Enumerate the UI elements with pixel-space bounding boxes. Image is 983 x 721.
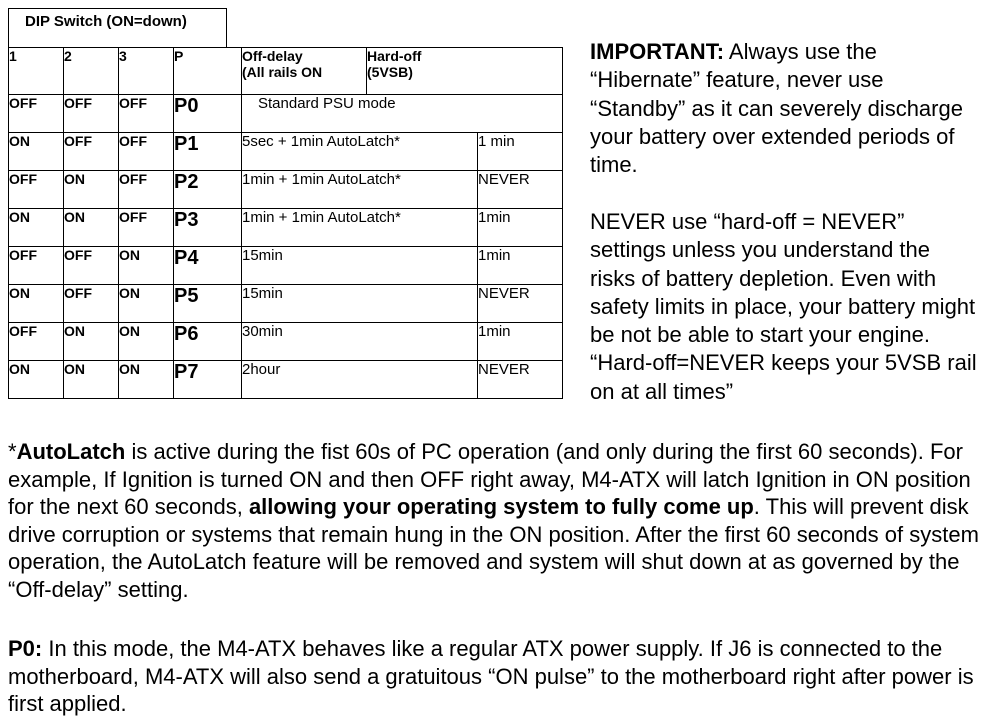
hard-off-cell: 1min: [478, 323, 563, 361]
autolatch-asterisk: *: [8, 439, 17, 464]
table-row: [9, 95, 563, 133]
autolatch-text-2: . This will prevent disk drive corruption or systems that remain hung in the ON position. After the first 60 seconds of system operation, the AutoLatch feature will be removed and system will shut down at as governed by the “Off-delay” setting.: [8, 494, 979, 602]
off-delay-cell: 15min: [242, 247, 478, 285]
switch-1-cell: OFF: [9, 247, 64, 285]
switch-3-cell: OFF: [119, 133, 174, 171]
switch-2-cell: OFF: [64, 95, 119, 133]
p-mode-cell: P7: [174, 361, 242, 399]
p-mode-cell: P3: [174, 209, 242, 247]
header-hard-off-line2: (5VSB): [367, 64, 413, 80]
hard-off-cell: NEVER: [478, 171, 563, 209]
off-delay-cell: 2hour: [242, 361, 478, 399]
switch-3-cell: ON: [119, 361, 174, 399]
header-hard-off: [367, 48, 563, 95]
autolatch-paragraph: [8, 438, 983, 603]
important-label: IMPORTANT:: [590, 39, 725, 64]
hard-off-cell: 1 min: [478, 133, 563, 171]
table-row: [9, 171, 563, 209]
hard-off-cell: NEVER: [478, 361, 563, 399]
never-warning: NEVER use “hard-off = NEVER” settings unless you understand the risks of battery depletion. Even with safety limits in place, your battery might be not be able to start your engine. “Hard-off=NEVER keeps your 5VSB rail on at all times”: [590, 209, 977, 404]
table-row: [9, 133, 563, 171]
p0-text: In this mode, the M4-ATX behaves like a regular ATX power supply. If J6 is connected to the motherboard, M4-ATX will also send a gratuitous “ON pulse” to the motherboard right after power is first applied.: [8, 636, 974, 716]
switch-1-cell: ON: [9, 209, 64, 247]
dip-switch-table: [8, 47, 563, 399]
p-mode-cell: P0: [174, 95, 242, 133]
off-delay-cell: 5sec + 1min AutoLatch*: [242, 133, 478, 171]
switch-1-cell: OFF: [9, 323, 64, 361]
table-caption: DIP Switch (ON=down): [8, 8, 227, 48]
switch-1-cell: ON: [9, 285, 64, 323]
p-mode-cell: P5: [174, 285, 242, 323]
switch-1-cell: ON: [9, 133, 64, 171]
switch-3-cell: OFF: [119, 209, 174, 247]
p-mode-cell: P2: [174, 171, 242, 209]
switch-2-cell: ON: [64, 361, 119, 399]
switch-3-cell: ON: [119, 285, 174, 323]
switch-1-cell: ON: [9, 361, 64, 399]
hard-off-cell: NEVER: [478, 285, 563, 323]
switch-3-cell: ON: [119, 323, 174, 361]
table-row: [9, 209, 563, 247]
switch-2-cell: ON: [64, 323, 119, 361]
header-switch-1: 1: [9, 48, 64, 95]
switch-2-cell: ON: [64, 171, 119, 209]
table-row: [9, 323, 563, 361]
header-switch-3: 3: [119, 48, 174, 95]
autolatch-term: AutoLatch: [16, 439, 126, 464]
header-p: P: [174, 48, 242, 95]
switch-3-cell: OFF: [119, 95, 174, 133]
off-delay-cell: Standard PSU mode: [242, 95, 563, 133]
header-switch-2: 2: [64, 48, 119, 95]
header-off-delay-line2: (All rails ON: [242, 64, 323, 80]
table-header-row: [9, 48, 563, 95]
header-hard-off-line1: Hard-off: [367, 48, 422, 64]
p0-paragraph: [8, 635, 983, 718]
hard-off-cell: 1min: [478, 247, 563, 285]
switch-1-cell: OFF: [9, 95, 64, 133]
table-row: [9, 285, 563, 323]
off-delay-cell: 1min + 1min AutoLatch*: [242, 171, 478, 209]
off-delay-cell: 15min: [242, 285, 478, 323]
hard-off-cell: 1min: [478, 209, 563, 247]
autolatch-text-1: is active during the fist 60s of PC operation (and only during the first 60 seconds). For example, If Ignition is turned ON and then OFF right away, M4-ATX will latch Ignition in ON position for the next 60 seconds,: [8, 439, 971, 519]
switch-3-cell: OFF: [119, 171, 174, 209]
header-off-delay: [242, 48, 367, 95]
p-mode-cell: P4: [174, 247, 242, 285]
table-row: [9, 247, 563, 285]
switch-3-cell: ON: [119, 247, 174, 285]
important-text: Always use the “Hibernate” feature, never use “Standby” as it can severely discharge your battery over extended periods of time.: [590, 39, 963, 178]
off-delay-cell: 1min + 1min AutoLatch*: [242, 209, 478, 247]
important-note: [590, 38, 980, 179]
autolatch-bold-text: allowing your operating system to fully come up: [248, 494, 754, 519]
switch-2-cell: ON: [64, 209, 119, 247]
switch-2-cell: OFF: [64, 285, 119, 323]
p0-label: P0:: [8, 636, 43, 661]
p-mode-cell: P6: [174, 323, 242, 361]
p-mode-cell: P1: [174, 133, 242, 171]
switch-2-cell: OFF: [64, 133, 119, 171]
table-row: [9, 361, 563, 399]
header-off-delay-line1: Off-delay: [242, 48, 303, 64]
off-delay-cell: 30min: [242, 323, 478, 361]
switch-1-cell: OFF: [9, 171, 64, 209]
switch-2-cell: OFF: [64, 247, 119, 285]
